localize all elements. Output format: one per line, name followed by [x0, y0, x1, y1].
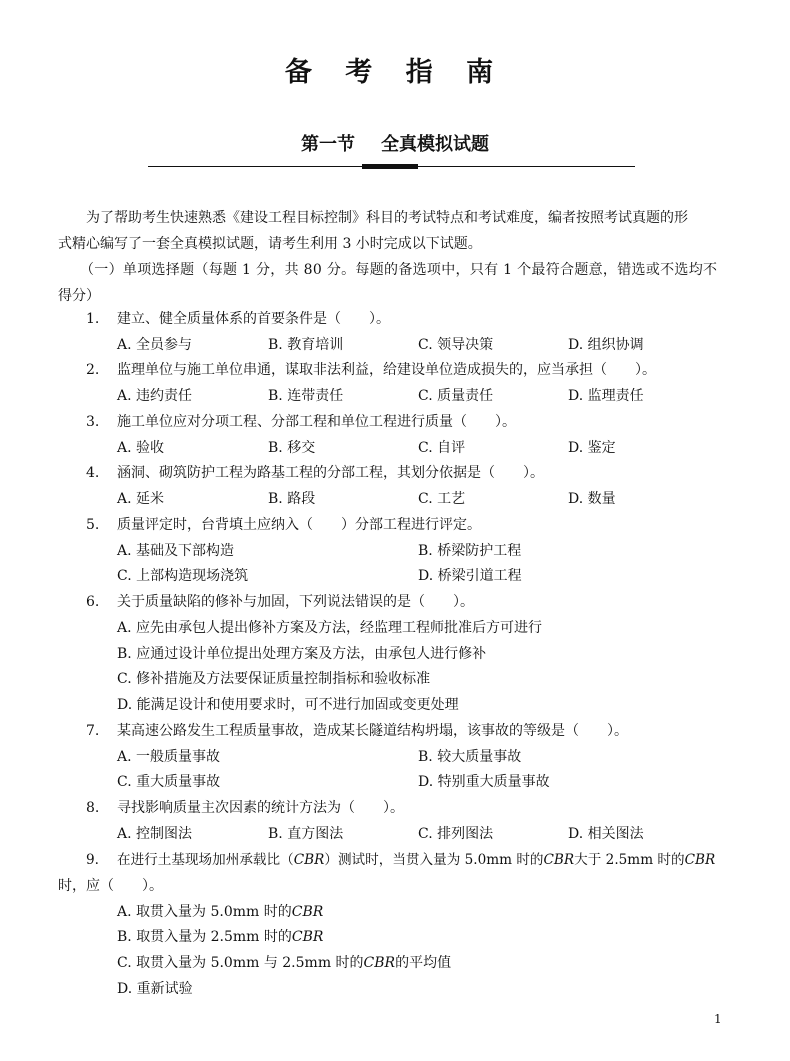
- option-b: B. 应通过设计单位提出处理方案及方法，由承包人进行修补: [117, 646, 487, 662]
- question-1: [86, 309, 390, 329]
- question-number: 7.: [86, 723, 100, 739]
- question-text-part: 在进行土基现场加州承载比（: [117, 852, 294, 868]
- question-number: 2.: [86, 362, 100, 378]
- question-text: 涵洞、砌筑防护工程为路基工程的分部工程，其划分依据是（ ）。: [117, 465, 544, 481]
- option-d: D. 桥梁引道工程: [418, 568, 522, 584]
- intro-line-1: 为了帮助考生快速熟悉《建设工程目标控制》科目的考试特点和考试难度，编者按照考试真题的形: [86, 210, 688, 226]
- part-heading-line-1: （一）单项选择题（每题 1 分，共 80 分。每题的备选项中，只有 1 个最符合题意，错选或不选均不: [80, 262, 718, 278]
- intro-paragraph: [58, 205, 738, 257]
- option-b: B. 教育培训: [268, 337, 344, 353]
- cbr-term: CBR: [291, 904, 324, 920]
- option-b: B. 移交: [268, 440, 316, 456]
- option-c: C. 重大质量事故: [117, 774, 221, 790]
- option-c: C. 排列图法: [418, 826, 494, 842]
- option-c: [117, 953, 451, 973]
- option-text: C. 取贯入量为 5.0mm 与 2.5mm 时的: [117, 955, 364, 971]
- option-a: A. 验收: [117, 440, 165, 456]
- question-text: 某高速公路发生工程质量事故，造成某长隧道结构坍塌，该事故的等级是（ ）。: [117, 723, 628, 739]
- option-d: D. 相关图法: [568, 826, 644, 842]
- cbr-term: CBR: [684, 852, 716, 868]
- question-5: [86, 515, 481, 535]
- question-number: 8.: [86, 800, 100, 816]
- option-b: B. 连带责任: [268, 388, 344, 404]
- option-b: [117, 927, 323, 947]
- question-text: 建立、健全质量体系的首要条件是（ ）。: [117, 311, 390, 327]
- question-3: [86, 412, 516, 432]
- cbr-term: CBR: [543, 852, 575, 868]
- option-a: A. 基础及下部构造: [117, 543, 235, 559]
- question-6: [86, 592, 474, 612]
- option-a: [117, 902, 323, 922]
- cbr-term: CBR: [293, 852, 325, 868]
- question-number: 4.: [86, 465, 100, 481]
- option-a: A. 应先由承包人提出修补方案及方法，经监理工程师批准后方可进行: [117, 620, 543, 636]
- option-c: C. 质量责任: [418, 388, 494, 404]
- option-c: C. 自评: [418, 440, 466, 456]
- option-b: B. 路段: [268, 491, 316, 507]
- option-text: 的平均值: [395, 955, 452, 971]
- option-d: D. 鉴定: [568, 440, 616, 456]
- question-number: 9.: [86, 852, 99, 868]
- question-number: 1.: [86, 311, 100, 327]
- option-text: D. 重新试验: [117, 981, 193, 997]
- question-9-continuation: 时，应（ ）。: [58, 878, 163, 894]
- option-c: C. 上部构造现场浇筑: [117, 568, 249, 584]
- page-number: 1: [714, 1012, 722, 1026]
- cbr-term: CBR: [291, 929, 324, 945]
- option-a: A. 控制图法: [117, 826, 193, 842]
- question-number: 3.: [86, 414, 100, 430]
- option-b: B. 较大质量事故: [418, 749, 522, 765]
- page-title: 备 考 指 南: [284, 57, 506, 88]
- question-text-part: ）测试时，当贯入量为 5.0mm 时的: [324, 852, 544, 868]
- section-rule-accent: [362, 164, 418, 169]
- option-c: C. 领导决策: [418, 337, 494, 353]
- question-2: [86, 360, 656, 380]
- option-d: D. 数量: [568, 491, 616, 507]
- question-number: 6.: [86, 594, 100, 610]
- question-7: [86, 721, 628, 741]
- option-b: B. 直方图法: [268, 826, 344, 842]
- part-heading-line-2: 得分）: [58, 288, 100, 304]
- question-8: [86, 798, 404, 818]
- option-c: C. 修补措施及方法要保证质量控制指标和验收标准: [117, 671, 431, 687]
- intro-line-2: 式精心编写了一套全真模拟试题，请考生利用 3 小时完成以下试题。: [58, 236, 482, 252]
- option-a: A. 违约责任: [117, 388, 193, 404]
- question-text: 施工单位应对分项工程、分部工程和单位工程进行质量（ ）。: [117, 414, 516, 430]
- part-heading: [58, 257, 738, 309]
- option-a: A. 一般质量事故: [117, 749, 221, 765]
- option-a: A. 延米: [117, 491, 165, 507]
- option-c: C. 工艺: [418, 491, 466, 507]
- option-a: A. 全员参与: [117, 337, 193, 353]
- option-d: D. 组织协调: [568, 337, 644, 353]
- cbr-term: CBR: [363, 955, 396, 971]
- question-4: [86, 463, 544, 483]
- question-text-part: 大于 2.5mm 时的: [574, 852, 685, 868]
- option-d: [117, 979, 193, 999]
- question-text: 质量评定时，台背填土应纳入（ ）分部工程进行评定。: [117, 517, 481, 533]
- option-d: D. 能满足设计和使用要求时，可不进行加固或变更处理: [117, 697, 459, 713]
- option-text: A. 取贯入量为 5.0mm 时的: [117, 904, 292, 920]
- section-heading: [0, 130, 790, 156]
- option-d: D. 特别重大质量事故: [418, 774, 550, 790]
- option-d: D. 监理责任: [568, 388, 644, 404]
- question-text: 关于质量缺陷的修补与加固，下列说法错误的是（ ）。: [117, 594, 474, 610]
- question-9: [86, 850, 715, 870]
- section-number: 第一节: [301, 134, 355, 155]
- question-text: 监理单位与施工单位串通，谋取非法利益，给建设单位造成损失的，应当承担（ ）。: [117, 362, 656, 378]
- option-text: B. 取贯入量为 2.5mm 时的: [117, 929, 292, 945]
- question-text: 寻找影响质量主次因素的统计方法为（ ）。: [117, 800, 404, 816]
- option-b: B. 桥梁防护工程: [418, 543, 522, 559]
- question-number: 5.: [86, 517, 100, 533]
- section-title: 全真模拟试题: [381, 134, 489, 155]
